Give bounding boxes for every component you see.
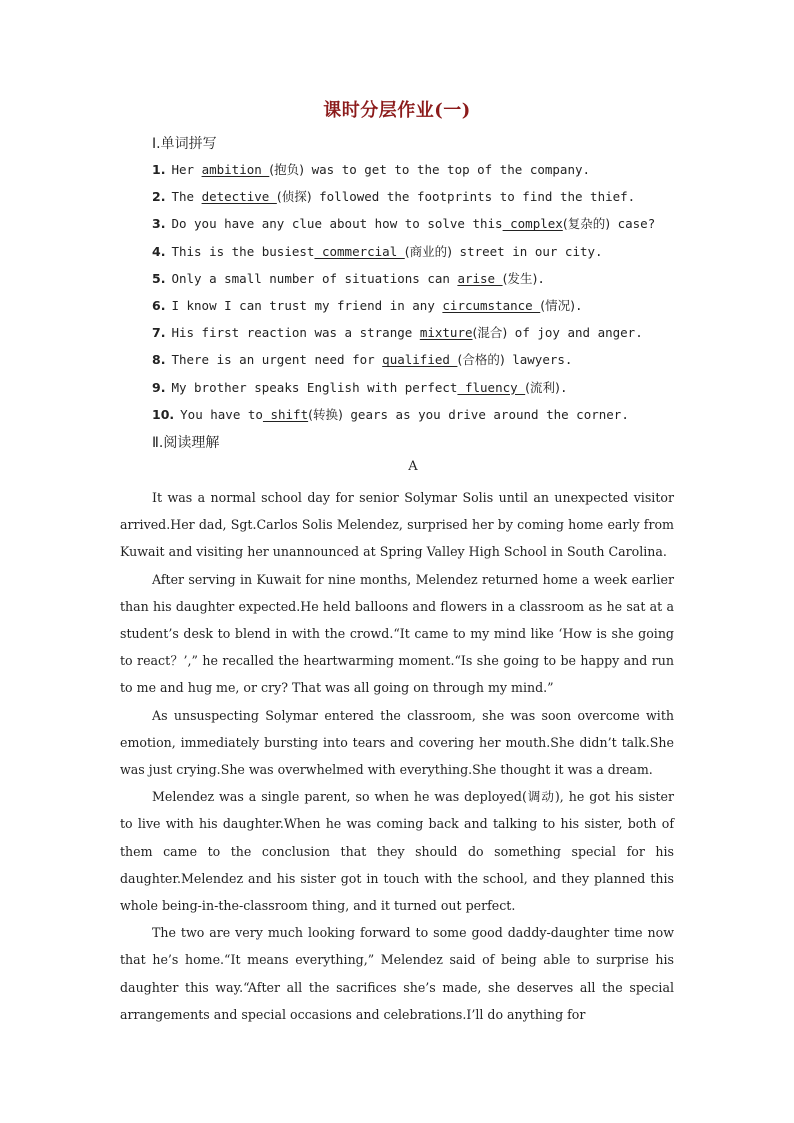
passage-label: A — [408, 459, 418, 474]
item-answer: qualified — [382, 352, 458, 368]
item-text-before: My brother speaks English with perfect — [171, 379, 458, 395]
item-text-before: The — [171, 189, 202, 205]
vocab-item — [152, 294, 672, 321]
item-text-after: of joy and anger. — [507, 325, 643, 341]
item-hint: (抱负) — [269, 162, 305, 177]
item-text-before: I know I can trust my friend in any — [171, 297, 443, 313]
item-number: 5. — [152, 270, 166, 286]
item-text-after: street in our city. — [452, 243, 603, 259]
item-number: 10. — [152, 406, 175, 422]
item-text-before: This is the busiest — [171, 243, 315, 259]
vocab-item — [152, 321, 672, 348]
item-answer: mixture — [419, 325, 473, 341]
item-hint: (转换) — [308, 406, 343, 422]
vocab-item — [152, 212, 672, 239]
item-hint: (复杂的) — [562, 216, 611, 232]
item-text-after: lawyers. — [504, 352, 573, 368]
passage-paragraph: As unsuspecting Solymar entered the classroom, she was soon overcome with emotion, immediately bursting into tears and covering her mouth.She didn’t talk.She was just crying.She was overwhelmed with everything.She thought it was a dream. — [120, 707, 674, 778]
item-text-before: There is an urgent need for — [171, 352, 383, 368]
vocab-item — [152, 240, 672, 267]
item-text-after: case? — [610, 216, 656, 232]
item-hint: (混合) — [472, 325, 508, 341]
vocab-item — [152, 158, 672, 185]
item-hint: (发生) — [502, 270, 538, 286]
passage-paragraph: Melendez was a single parent, so when he was deployed(调动), he got his sister to live with his daughter.When he was coming back and talking to his sister, both of them came to the conclusion that they should do something special for his daughter.Melendez and his sister got in touch with the school, and they planned this whole being-in-the-classroom thing, and it turned out perfect. — [120, 789, 674, 914]
item-number: 9. — [152, 379, 166, 395]
item-number: 2. — [152, 189, 166, 205]
item-hint: (侦探) — [276, 189, 312, 205]
item-text-before: Do you have any clue about how to solve this — [171, 216, 503, 232]
item-hint: (合格的) — [457, 352, 505, 368]
item-answer: circumstance — [442, 297, 541, 313]
vocab-item — [152, 403, 672, 430]
passage-paragraph: The two are very much looking forward to some good daddy-daughter time now that he’s home.“It means everything,” Melendez said of being able to surprise his daughter this way.“After all the sacrifices she’s made, she deserves all the special arrangements and special occasions and celebrations.I’ll do anything for — [120, 925, 674, 1022]
item-answer: complex — [502, 216, 563, 232]
item-text-before: His first reaction was a strange — [171, 325, 420, 341]
item-hint: (流利) — [525, 379, 560, 395]
vocab-item — [152, 348, 672, 375]
vocab-list — [152, 158, 672, 430]
item-text-after: . — [559, 379, 568, 395]
item-answer: fluency — [457, 379, 526, 395]
item-hint: (商业的) — [404, 243, 453, 259]
item-answer: shift — [262, 406, 309, 422]
item-answer: arise — [457, 270, 503, 286]
item-number: 3. — [152, 216, 166, 232]
item-number: 8. — [152, 352, 166, 368]
page-title: 课时分层作业(一) — [323, 100, 471, 121]
vocab-item — [152, 267, 672, 294]
vocab-item — [152, 376, 672, 403]
passage-paragraph: It was a normal school day for senior Solymar Solis until an unexpected visitor arrived.Her dad, Sgt.Carlos Solis Melendez, surprised her by coming home early from Kuwait and visiting her unannounced at Spring Valley High School in South Carolina. — [120, 490, 674, 560]
section-heading-reading: Ⅱ.阅读理解 — [152, 435, 220, 451]
item-number: 1. — [152, 162, 166, 177]
item-text-after: . — [575, 297, 583, 313]
item-answer: commercial — [314, 243, 405, 259]
item-answer: ambition — [201, 162, 270, 177]
item-hint: (情况) — [540, 297, 575, 313]
reading-passage — [120, 484, 674, 1028]
item-text-before: Her — [171, 162, 202, 177]
item-text-after: gears as you drive around the corner. — [342, 406, 629, 422]
item-text-before: You have to — [180, 406, 263, 422]
item-text-after: followed the footprints to find the thief. — [311, 189, 636, 205]
item-number: 4. — [152, 243, 166, 259]
item-answer: detective — [201, 189, 277, 205]
item-number: 6. — [152, 297, 166, 313]
item-text-after: was to get to the top of the company. — [304, 162, 591, 177]
passage-paragraph: After serving in Kuwait for nine months, Melendez returned home a week earlier than his daughter expected.He held balloons and flowers in a classroom as he sat at a student’s desk to blend in with the crowd.“It came to my mind like ‘How is she going to react？’,” he recalled the heartwarming moment.“Is she going to be happy and run to me and hug me, or cry? That was all going on through my mind.” — [120, 571, 674, 696]
section-heading-spelling: Ⅰ.单词拼写 — [152, 136, 217, 152]
vocab-item — [152, 185, 672, 212]
item-text-after: . — [537, 270, 545, 286]
item-text-before: Only a small number of situations can — [171, 270, 458, 286]
item-number: 7. — [152, 325, 166, 341]
